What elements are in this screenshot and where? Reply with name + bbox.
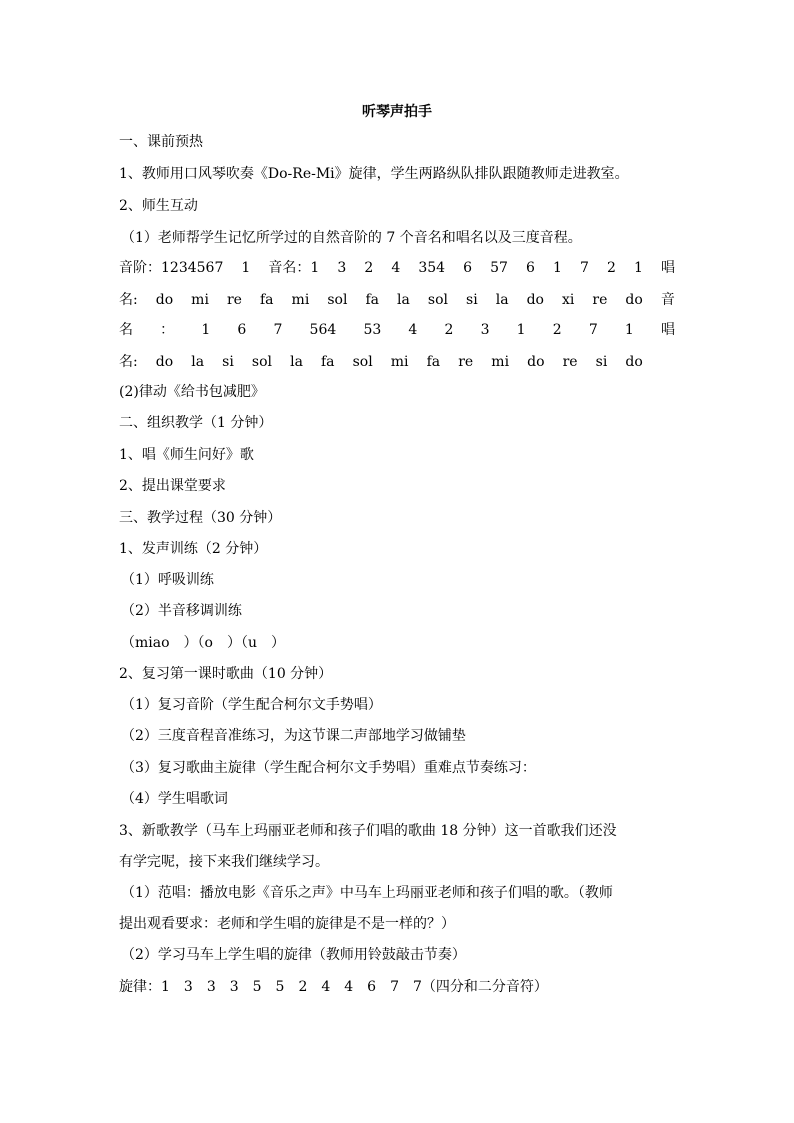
notation-row-4 xyxy=(119,352,643,372)
notation-token: 3 xyxy=(480,322,490,338)
paragraph: 有学完呢，接下来我们继续学习。 xyxy=(119,854,329,870)
notation-token: re xyxy=(562,354,578,370)
notation-token: la xyxy=(397,292,410,308)
paragraph: （1）老师帮学生记忆所学过的自然音阶的 7 个音名和唱名以及三度音程。 xyxy=(121,230,582,246)
notation-token: 4 xyxy=(391,260,401,276)
paragraph: （4）学生唱歌词 xyxy=(121,791,228,807)
notation-token: 1 xyxy=(624,322,634,338)
paragraph: （2）半音移调训练 xyxy=(121,603,242,619)
notation-token: do xyxy=(155,354,174,370)
notation-token: sol xyxy=(427,292,448,308)
notation-token: sol xyxy=(327,292,348,308)
notation-token: 53 xyxy=(363,322,382,338)
notation-token: 564 xyxy=(309,322,337,338)
notation-token: 1 xyxy=(633,260,643,276)
paragraph: （1）复习音阶（学生配合柯尔文手势唱） xyxy=(121,697,382,713)
notation-row-1 xyxy=(119,258,675,278)
paragraph: 旋律：1 3 3 3 5 5 2 4 4 6 7 7（四分和二分音符） xyxy=(119,979,548,995)
notation-token: 7 xyxy=(579,260,589,276)
notation-token: si xyxy=(466,292,478,308)
notation-token: do xyxy=(155,292,174,308)
notation-token: 名: xyxy=(119,354,138,370)
notation-token: 音名：1 xyxy=(268,260,320,276)
notation-token: 4 xyxy=(408,322,418,338)
notation-token: la xyxy=(495,292,509,308)
notation-token: si xyxy=(222,354,234,370)
notation-token: fa xyxy=(426,354,441,370)
notation-token: 6 xyxy=(463,260,473,276)
notation-token: 唱 xyxy=(660,322,675,338)
paragraph: （1）呼吸训练 xyxy=(121,572,214,588)
notation-token: 2 xyxy=(364,260,374,276)
paragraph: 1、唱《师生问好》歌 xyxy=(119,447,254,463)
notation-token: 1 xyxy=(553,260,562,276)
paragraph: 提出观看要求：老师和学生唱的旋律是不是一样的？） xyxy=(119,916,455,932)
notation-token: 2 xyxy=(444,322,454,338)
notation-token: xi xyxy=(562,292,575,308)
notation-token: 2 xyxy=(606,260,616,276)
notation-token: 2 xyxy=(552,322,562,338)
notation-token: 3 xyxy=(337,260,347,276)
paragraph: 2、复习第一课时歌曲（10 分钟） xyxy=(119,666,333,682)
notation-token: fa xyxy=(259,292,274,308)
notation-token: do xyxy=(527,354,545,370)
paragraph: （2）三度音程音准练习，为这节课二声部地学习做铺垫 xyxy=(121,728,466,744)
notation-token: do xyxy=(625,292,643,308)
notation-token: sol xyxy=(352,354,373,370)
section-heading-3: 三、教学过程（30 分钟） xyxy=(119,510,282,526)
notation-token: fa xyxy=(321,354,335,370)
section-heading-1: 一、课前预热 xyxy=(119,134,203,150)
notation-token: 7 xyxy=(273,322,283,338)
notation-token: 1 xyxy=(241,260,251,276)
notation-token: re xyxy=(458,354,474,370)
notation-token: la xyxy=(290,354,303,370)
notation-token: la xyxy=(191,354,205,370)
paragraph: （1）范唱：播放电影《音乐之声》中马车上玛丽亚老师和孩子们唱的歌。（教师 xyxy=(121,885,613,901)
paragraph: 1、教师用口风琴吹奏《Do-Re-Mi》旋律，学生两路纵队排队跟随教师走进教室。 xyxy=(119,166,629,182)
notation-row-2 xyxy=(119,290,675,310)
notation-token: 6 xyxy=(237,322,247,338)
section-heading-2: 二、组织教学（1 分钟） xyxy=(119,415,273,431)
notation-token: 57 xyxy=(490,260,508,276)
notation-token: si xyxy=(595,354,608,370)
notation-token: fa xyxy=(365,292,379,308)
paragraph: (2)律动《给书包减肥》 xyxy=(119,384,265,400)
notation-token: do xyxy=(625,354,643,370)
paragraph: （2）学习马车上学生唱的旋律（教师用铃鼓敲击节奏） xyxy=(121,947,466,963)
notation-token: re xyxy=(226,292,242,308)
notation-token: 音阶：1234567 xyxy=(119,260,224,276)
paragraph: 2、师生互动 xyxy=(119,198,198,214)
notation-token: mi xyxy=(491,354,510,370)
paragraph: 3、新歌教学（马车上玛丽亚老师和孩子们唱的歌曲 18 分钟）这一首歌我们还没 xyxy=(119,823,617,839)
notation-token: re xyxy=(592,292,608,308)
notation-token: mi xyxy=(390,354,409,370)
paragraph: （3）复习歌曲主旋律（学生配合柯尔文手势唱）重难点节奏练习： xyxy=(121,760,536,776)
notation-token: mi xyxy=(291,292,310,308)
notation-token: 1 xyxy=(201,322,211,338)
document-title: 听琴声拍手 xyxy=(362,104,432,120)
notation-token: mi xyxy=(191,292,209,308)
notation-token: 6 xyxy=(526,260,535,276)
notation-token: sol xyxy=(251,354,273,370)
notation-token: 名 xyxy=(119,322,133,338)
notation-token: 音 xyxy=(660,292,675,308)
notation-token: 7 xyxy=(588,322,598,338)
notation-row-3 xyxy=(119,320,675,340)
paragraph: （miao ）（o ）（u ） xyxy=(121,635,285,651)
notation-token: ： xyxy=(160,322,175,338)
notation-token: 1 xyxy=(516,322,526,338)
notation-token: 354 xyxy=(418,260,446,276)
paragraph: 1、发声训练（2 分钟） xyxy=(119,541,268,557)
notation-token: do xyxy=(526,292,544,308)
notation-token: 名: xyxy=(119,292,138,308)
paragraph: 2、提出课堂要求 xyxy=(119,478,226,494)
notation-token: 唱 xyxy=(660,260,675,276)
